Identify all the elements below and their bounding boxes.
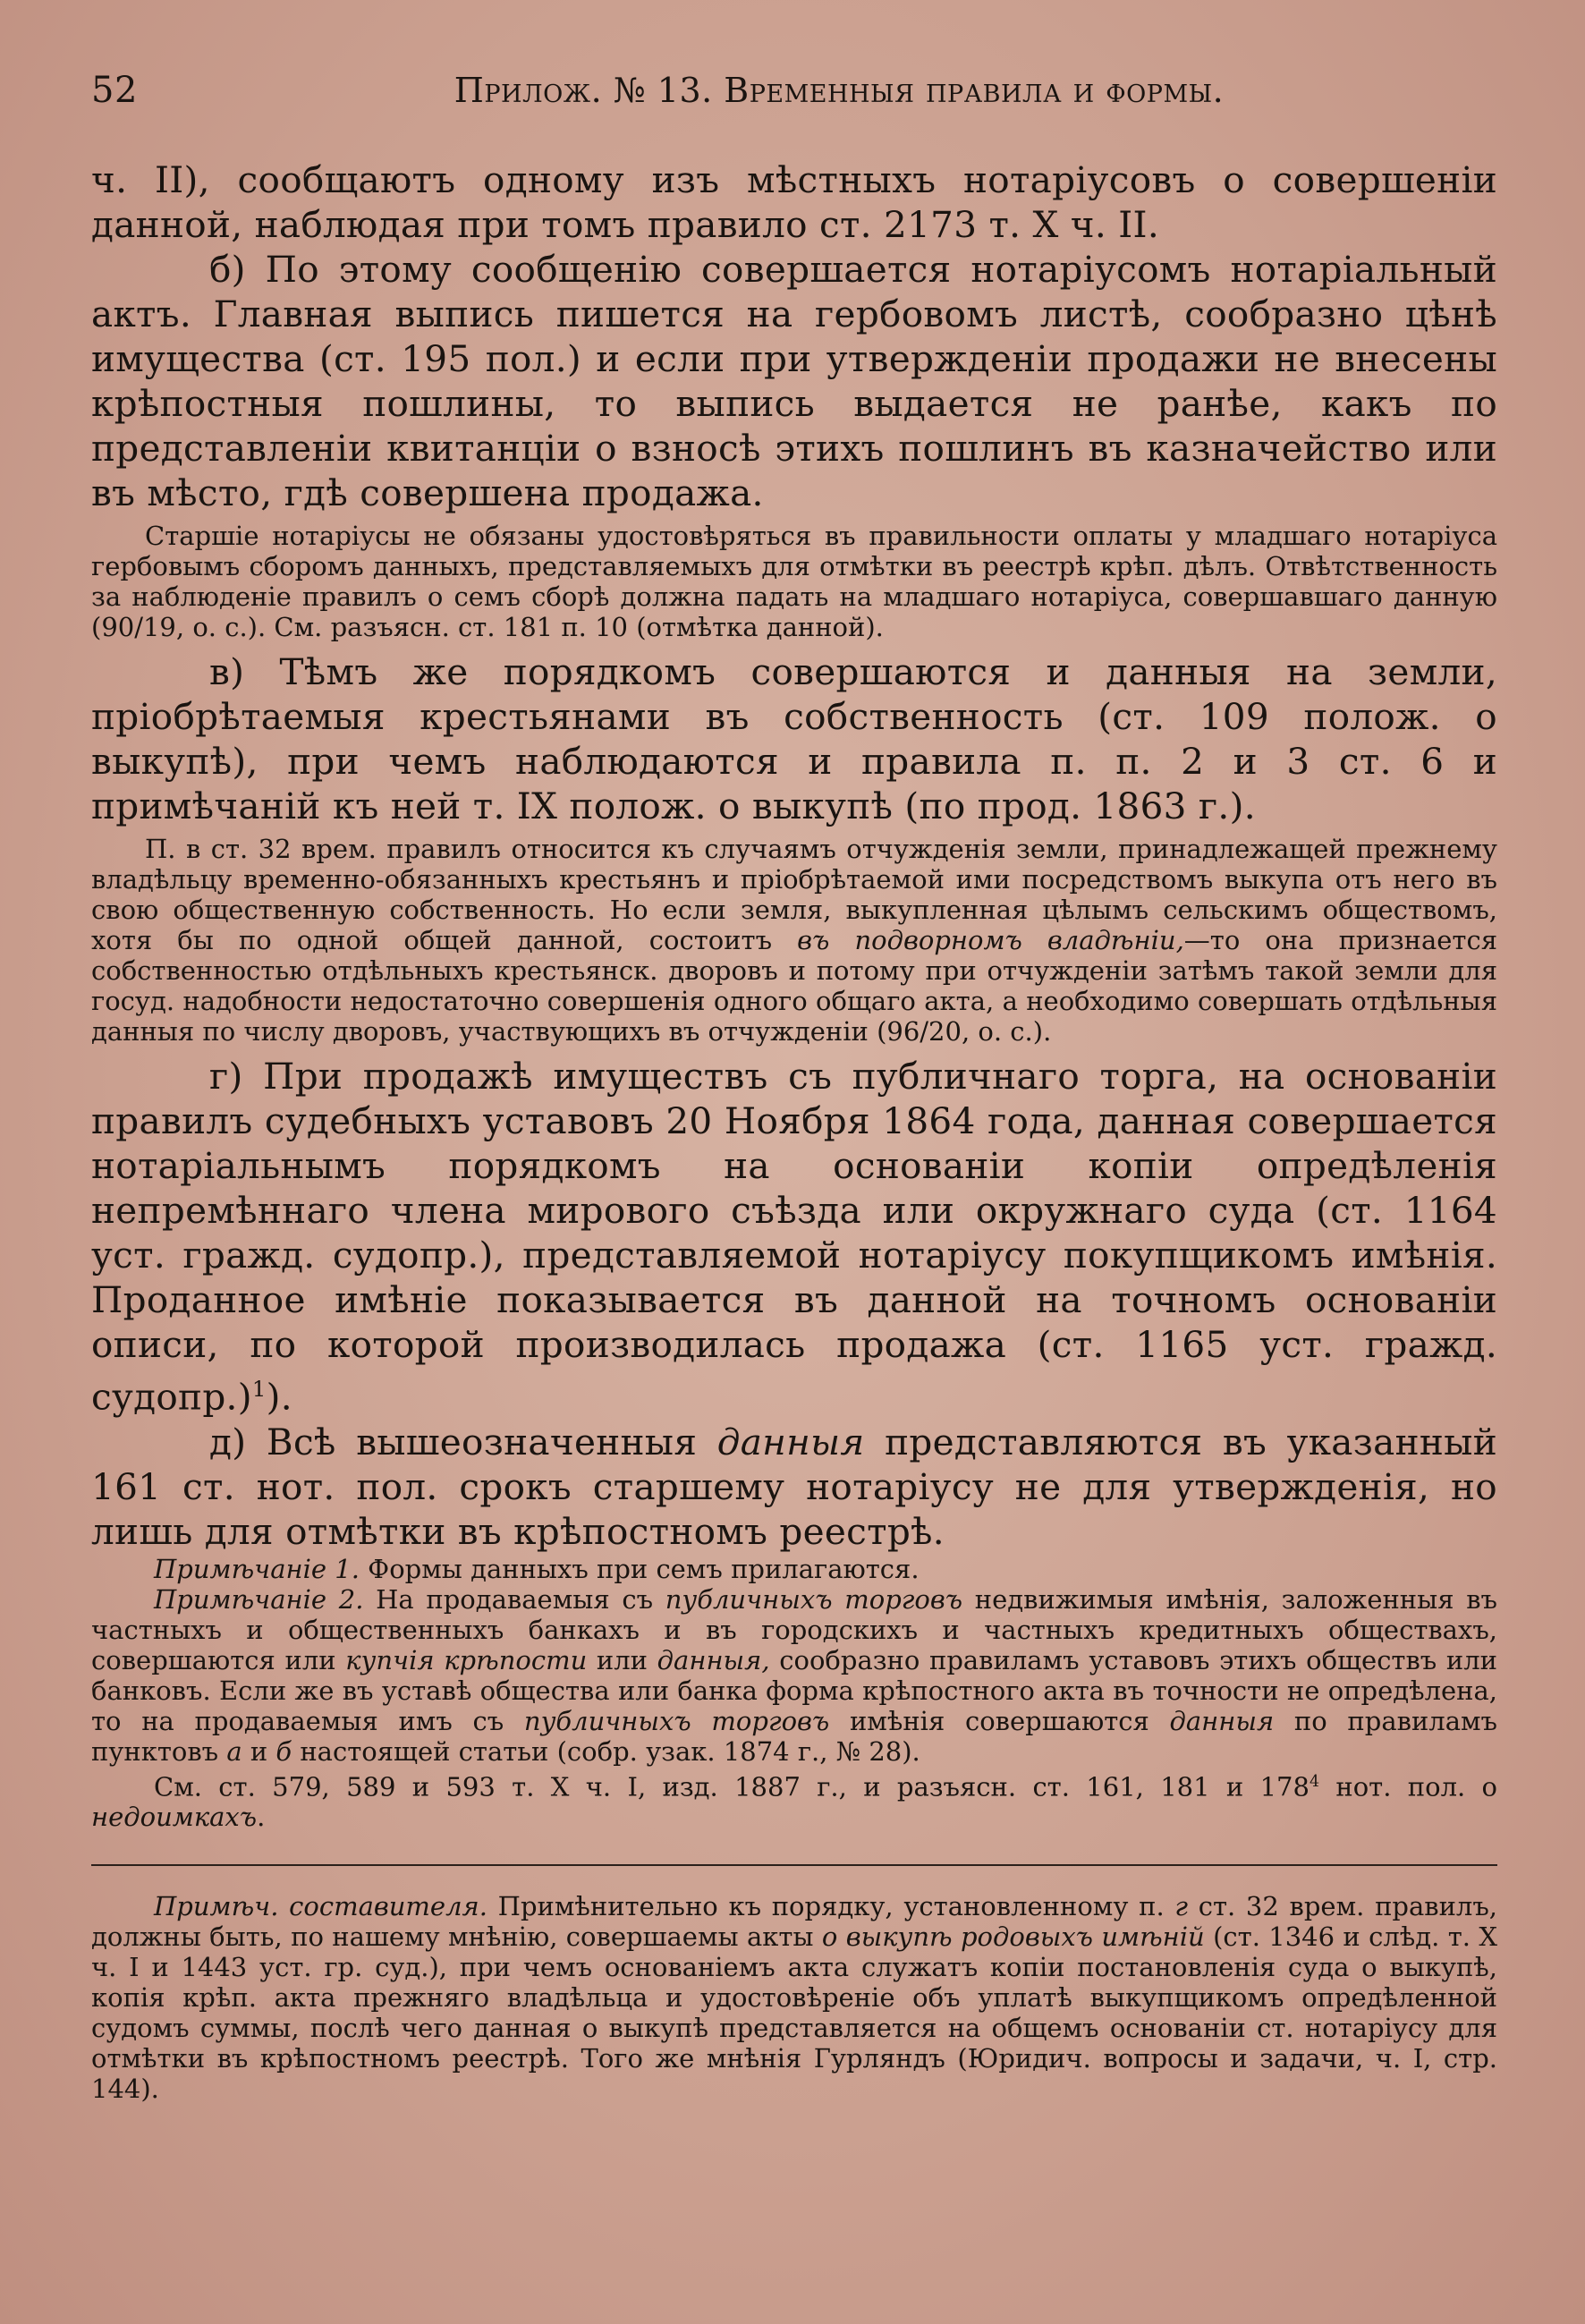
remark-emphasis: публичныхъ торговъ: [523, 1705, 830, 1736]
main-text-3: [91, 1054, 1497, 1554]
paragraph-text: д) Всѣ вышеозначенныя: [209, 1420, 717, 1463]
compiler-emphasis: о выкупѣ родовыхъ имѣній: [821, 1921, 1205, 1953]
footnote-marker: 1: [251, 1376, 267, 1402]
compiler-note: [91, 1891, 1497, 2104]
remark-text: по правиламъ пунктовъ: [91, 1705, 1497, 1767]
remark-label: Примѣчаніе 2.: [154, 1583, 364, 1615]
remarks: [91, 1554, 1497, 1833]
note-point-v: [91, 834, 1497, 1047]
note-text-part: —то она признается собственностью отдѣльныхъ крестьянск. дворовъ и потому при отчужденіи затѣмъ такой земли для госуд. надобности недостаточно совершенія одного общаго акта, а необходимо совершать отдѣльныя данныя по числу дворовъ, участвующихъ въ отчужденіи (96/20, о. с.).: [91, 925, 1497, 1047]
remark-text: На продаваемыя съ: [363, 1583, 665, 1615]
compiler-text: ст. 32 врем. правилъ, должны быть, по нашему мнѣнію, совершаемы акты: [91, 1891, 1497, 1953]
remark-text: или: [587, 1644, 657, 1675]
paragraph-g: [91, 1054, 1497, 1420]
remark-emphasis: публичныхъ торговъ: [665, 1583, 963, 1615]
paragraph-v: в) Тѣмъ же порядкомъ совершаются и данныя на земли, пріобрѣтаемыя крестьянами въ собственность (ст. 109 полож. о выкупѣ), при чемъ наблюдаются и правила п. п. 2 и 3 ст. 6 и примѣчаній къ ней т. IX полож. о выкупѣ (по прод. 1863 г.).: [91, 650, 1497, 827]
paragraph-d: [91, 1420, 1497, 1554]
compiler-text: (ст. 1346 и слѣд. т. X ч. I и 1443 уст. гр. суд.), при чемъ основаніемъ акта служатъ копіи постановленія суда о выкупѣ, копія крѣп. акта прежняго владѣльца и удостовѣреніе объ уплатѣ выкупщикомъ опредѣленной судомъ суммы, послѣ чего данная о выкупѣ представляется на общемъ основаніи ст. нотаріусу для отмѣтки въ крѣпостномъ реестрѣ. Того же мнѣнія Гурляндъ (Юридич. вопросы и задачи, ч. I, стр. 144).: [91, 1921, 1497, 2105]
remark-emphasis: данныя,: [657, 1644, 770, 1675]
remark-1: [91, 1554, 1497, 1584]
remark-emphasis: купчія крѣпости: [345, 1644, 588, 1675]
compiler-note-text: [91, 1891, 1497, 2104]
note-emphasis: въ подворномъ владѣніи,: [797, 925, 1184, 955]
remark-label: Примѣчаніе 1.: [154, 1553, 360, 1584]
paragraph-text: ).: [266, 1375, 292, 1419]
main-text: [91, 157, 1497, 515]
note-text: Старшіе нотаріусы не обязаны удостовѣряться въ правильности оплаты у младшаго нотаріуса гербовымъ сборомъ данныхъ, представляемыхъ для отмѣтки въ реестрѣ крѣп. дѣлъ. Отвѣтственность за наблюденіе правилъ о семъ сборѣ должна падать на младшаго нотаріуса, совершавшаго данную (90/19, о. с.). См. разъясн. ст. 181 п. 10 (отмѣтка данной).: [91, 521, 1497, 642]
paragraph-text: г) При продажѣ имуществъ съ публичнаго торга, на основаніи правилъ судебныхъ уставовъ 20 Ноября 1864 года, данная совершается нотаріальнымъ порядкомъ на основаніи копіи опредѣленія непремѣннаго члена мирового съѣзда или окружнаго суда (ст. 1164 уст. гражд. судопр.), представляемой нотаріусу покупщикомъ имѣнія. Проданное имѣніе показывается въ данной на точномъ основаніи описи, по которой производилась продажа (ст. 1165 уст. гражд. судопр.): [91, 1055, 1497, 1419]
remark-text: .: [257, 1802, 266, 1833]
paragraph-continuation: ч. II), сообщаютъ одному изъ мѣстныхъ нотаріусовъ о совершеніи данной, наблюдая при томъ правило ст. 2173 т. X ч. II.: [91, 158, 1497, 246]
note-text-2: [91, 834, 1497, 1047]
superscript: 4: [1309, 1772, 1320, 1791]
remark-text: См. ст. 579, 589 и 593 т. X ч. I, изд. 1887 г., и разъясн. ст. 161, 181 и 178: [154, 1771, 1310, 1802]
running-title: Прилож. № 13. Временныя правила и формы.: [453, 71, 1225, 110]
remark-emphasis: а: [226, 1735, 242, 1767]
page-number: 52: [91, 70, 138, 111]
remark-text: сообразно правиламъ уставовъ этихъ обществъ или банковъ. Если же въ уставѣ общества или банка форма крѣпостного акта въ точности не опредѣлена, то на продаваемыя имъ съ: [91, 1644, 1497, 1736]
note-text-part: П. в ст. 32 врем. правилъ относится къ случаямъ отчужденія земли, принадлежащей прежнему владѣльцу временно-обязанныхъ крестьянъ и пріобрѣтаемой ими посредствомъ выкупа отъ него въ свою общественную собственность. Но если земля, выкупленная цѣлымъ сельскимъ обществомъ, хотя бы по одной общей данной, состоитъ: [91, 834, 1497, 955]
remark-emphasis: недоимкахъ: [91, 1802, 258, 1833]
paragraph-emphasis: данныя: [716, 1420, 865, 1463]
paragraph-text: представляются въ указанный 161 ст. нот. пол. срокъ старшему нотаріусу не для утвержденія, но лишь для отмѣтки въ крѣпостномъ реестрѣ.: [91, 1420, 1497, 1553]
remark-text: недвижимыя имѣнія, заложенныя въ частныхъ и общественныхъ банкахъ и въ городскихъ и частныхъ кредитныхъ обществахъ, совершаются или: [91, 1583, 1497, 1675]
main-text-2: [91, 649, 1497, 828]
compiler-emphasis: г: [1174, 1891, 1189, 1922]
remark-emphasis: б: [275, 1735, 292, 1767]
remark-text: настоящей статьи (собр. узак. 1874 г., № 28).: [292, 1735, 920, 1767]
remark-2: [91, 1584, 1497, 1767]
compiler-text: Примѣнительно къ порядку, установленному п.: [487, 1891, 1175, 1922]
note-senior-notaries: [91, 521, 1497, 642]
page-header: [91, 70, 1497, 111]
see-also: [91, 1767, 1497, 1833]
divider: [91, 1864, 1497, 1866]
compiler-label: Примѣч. составителя.: [154, 1891, 487, 1922]
remark-text: Формы данныхъ при семъ прилагаются.: [359, 1553, 920, 1584]
remark-text: нот. пол. о: [1319, 1771, 1498, 1802]
remark-text: имѣнія совершаются: [829, 1705, 1170, 1736]
paragraph-b: б) По этому сообщенію совершается нотаріусомъ нотаріальный актъ. Главная выпись пишется на гербовомъ листѣ, сообразно цѣнѣ имущества (ст. 195 пол.) и если при утвержденіи продажи не внесены крѣпостныя пошлины, то выпись выдается не ранѣе, какъ по представленіи квитанціи о взносѣ этихъ пошлинъ въ казначейство или въ мѣсто, гдѣ совершена продажа.: [91, 248, 1497, 514]
remark-text: и: [242, 1735, 276, 1767]
remark-emphasis: данныя: [1169, 1705, 1275, 1736]
